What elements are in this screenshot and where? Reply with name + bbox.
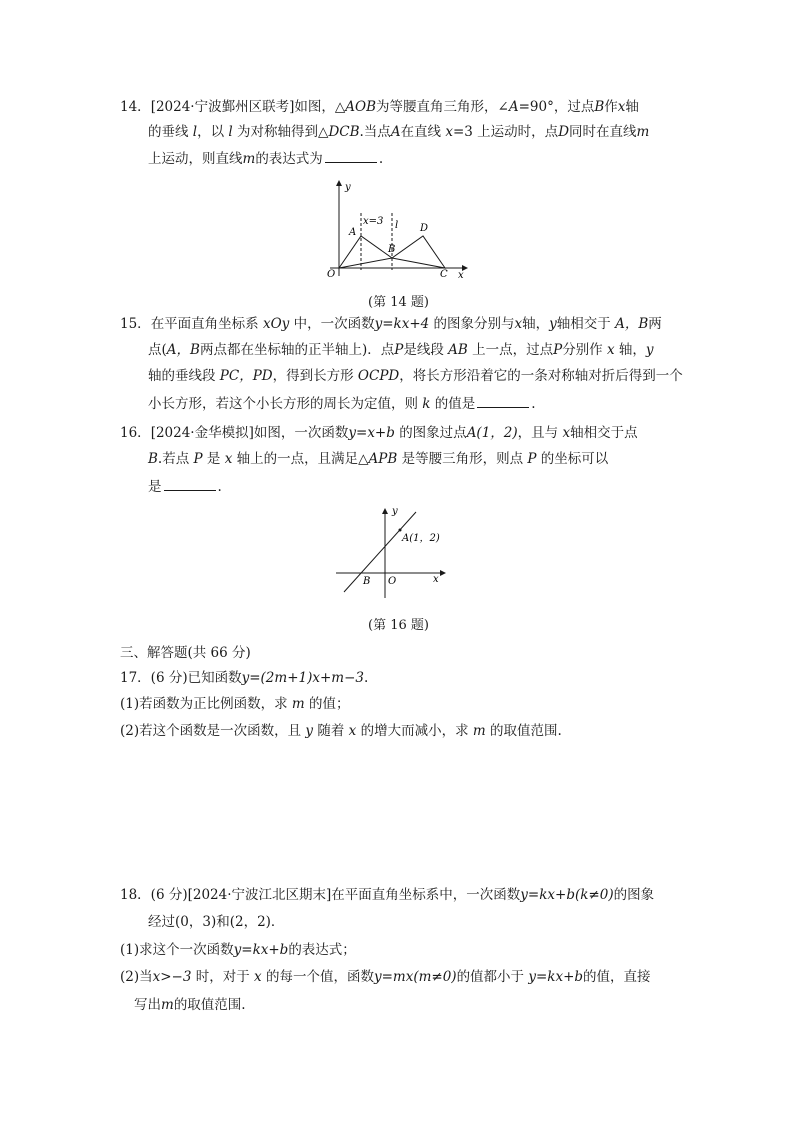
math: P: [527, 451, 537, 467]
q15-line-3: [148, 366, 683, 386]
math: P: [193, 451, 203, 467]
math: y: [549, 316, 557, 332]
question-source: [2024·宁波鄞州区联考]: [150, 99, 295, 115]
q18-part-1: [120, 940, 356, 960]
label-a: A: [349, 227, 357, 238]
answer-blank: [164, 476, 216, 491]
math: m: [291, 696, 305, 712]
math: m: [242, 151, 256, 167]
q17-line-1: [120, 668, 368, 688]
text: .: [363, 670, 369, 686]
math: x: [514, 316, 523, 332]
text: 的增大而减小，求: [360, 723, 469, 739]
text: 是线段: [403, 342, 444, 358]
label-x-3: x=3: [363, 216, 384, 227]
label-d: D: [420, 223, 429, 234]
question-number: 16．: [120, 425, 151, 441]
text: 在直线: [400, 124, 442, 140]
q18-line-2: 经过(0，3)和(2，2)．: [148, 914, 285, 930]
math: l: [228, 124, 233, 140]
label-o: O: [327, 269, 336, 278]
text: 在平面直角坐标系: [150, 316, 259, 332]
text: .: [217, 479, 222, 495]
text: 同时在直线: [569, 124, 637, 140]
text: 轴，: [522, 316, 550, 332]
triangle-dcb: [392, 236, 445, 268]
math: AOB: [345, 99, 377, 115]
q18-line-3: [134, 995, 246, 1015]
text: .当点: [359, 124, 391, 140]
math: x: [348, 723, 357, 739]
math: m: [161, 997, 174, 1013]
text: 中，一次函数: [293, 316, 375, 332]
label-l: l: [395, 220, 399, 231]
text: 是: [206, 451, 221, 467]
text: 为对称轴得到△: [237, 124, 329, 140]
text: 轴的垂线段: [148, 368, 216, 384]
question-source: [2024·金华模拟]: [150, 425, 254, 441]
text: 如图，△: [294, 99, 346, 115]
text: 轴相交于: [556, 316, 611, 332]
label-y: y: [345, 182, 351, 193]
math: y=kx+b: [528, 969, 584, 985]
math: y=(2m+1)x+m−3: [241, 670, 364, 686]
math: D: [558, 124, 570, 140]
math: A，B: [166, 342, 200, 358]
text: .: [531, 396, 536, 412]
text: ，且与: [517, 425, 559, 441]
point-a: [399, 529, 402, 532]
text: 轴，: [618, 342, 646, 358]
label-x: x: [433, 574, 439, 585]
text: =3 上运动时，点: [452, 124, 559, 140]
q14-line-3: [148, 148, 383, 169]
math: y=kx+4: [374, 316, 430, 332]
math: x: [224, 451, 233, 467]
text: ，将长方形沿着它的一条对称轴对折后得到一个: [399, 368, 683, 384]
q15-line-4: [148, 393, 536, 414]
text: 随着: [317, 723, 345, 739]
math: AB: [448, 342, 468, 358]
math: A，B: [615, 316, 649, 332]
text: 两点都在坐标轴的正半轴上)．点: [199, 342, 395, 358]
math: y: [305, 723, 314, 739]
section-heading: 三、解答题(共 66 分): [120, 645, 251, 661]
figure-q16: [334, 504, 454, 600]
math: k: [422, 396, 431, 412]
q15-line-2: [148, 340, 654, 360]
math: OCPD: [357, 368, 400, 384]
math: y: [645, 342, 654, 358]
math: A: [390, 124, 401, 140]
text: 轴相交于点: [570, 425, 638, 441]
math: A: [508, 99, 519, 115]
label-y: y: [392, 506, 398, 517]
question-number: 15．: [120, 316, 151, 332]
q18-line-1: [120, 885, 654, 905]
text: 上一点，过点: [472, 342, 554, 358]
text: .: [378, 151, 384, 167]
text: ，以: [197, 124, 225, 140]
question-number: 14．: [120, 99, 151, 115]
math: B: [148, 451, 158, 467]
text: 的值；: [309, 696, 350, 712]
text: 的图象分别与: [433, 316, 515, 332]
math: x: [445, 124, 453, 140]
math: PC，PD: [219, 368, 273, 384]
text: (2)若这个函数是一次函数，且: [120, 723, 302, 739]
q14-line-1: [120, 97, 639, 117]
math: P: [553, 342, 563, 358]
text: 如图，一次函数: [253, 425, 349, 441]
text: 的垂线: [148, 124, 189, 140]
text: 两: [648, 316, 662, 332]
label-o: O: [388, 576, 397, 587]
q16-line-1: [120, 423, 638, 443]
label-c: C: [440, 269, 448, 278]
text: 是: [148, 479, 162, 495]
text: 的取值范围.: [173, 997, 246, 1013]
math: y=kx+b(k≠0): [520, 887, 614, 903]
text: 轴: [625, 99, 639, 115]
text: 的每一个值，函数: [265, 969, 374, 985]
figure-caption-16: (第 16 题): [368, 618, 429, 633]
answer-blank: [325, 148, 377, 163]
triangle-aob: [339, 236, 392, 268]
q17-part-1: [120, 694, 350, 714]
text: ，得到长方形: [272, 368, 354, 384]
text: 的表达式为: [255, 151, 323, 167]
text: (1)求这个一次函数: [120, 942, 234, 958]
math: A(1，2): [466, 425, 518, 441]
math: x: [562, 425, 571, 441]
y-axis-arrow: [382, 508, 388, 514]
math: m: [636, 124, 650, 140]
text: 是等腰三角形，则点: [401, 451, 524, 467]
label-a: A(1，2): [402, 533, 440, 544]
label-b: B: [363, 576, 371, 587]
text: 分别作: [562, 342, 603, 358]
text: 的表达式；: [288, 942, 356, 958]
math: xOy: [262, 316, 290, 332]
math: x: [617, 99, 626, 115]
text: 的值是: [434, 396, 476, 412]
text: .若点: [157, 451, 190, 467]
text: 的坐标可以: [540, 451, 609, 467]
math: y=mx(m≠0): [373, 969, 457, 985]
text: 的值，直接: [583, 969, 651, 985]
answer-blank: [477, 393, 529, 408]
text: (1)若函数为正比例函数，求: [120, 696, 288, 712]
text: 18．(6 分)[2024·宁波江北区期末]在平面直角坐标系中，一次函数: [120, 887, 521, 903]
math: y=x+b: [348, 425, 395, 441]
math: x: [254, 969, 262, 985]
text: 17．(6 分)已知函数: [120, 670, 242, 686]
label-x: x: [458, 270, 464, 278]
q18-part-2: [120, 967, 651, 987]
math: P: [394, 342, 404, 358]
math: B: [594, 99, 605, 115]
text: 点(: [148, 342, 167, 358]
math: APB: [368, 451, 398, 467]
q17-part-2: [120, 721, 562, 741]
math: m: [472, 723, 486, 739]
math: y=kx+b: [233, 942, 289, 958]
y-axis-arrow: [336, 180, 342, 186]
text: 的图象: [613, 887, 655, 903]
text: 的图象过点: [399, 425, 467, 441]
text: 上运动，则直线: [148, 151, 243, 167]
text: 时，对于: [195, 969, 250, 985]
figure-q14: [322, 178, 472, 278]
math: x: [606, 342, 615, 358]
text: 轴上的一点，且满足△: [236, 451, 369, 467]
math: x>−3: [152, 969, 192, 985]
q16-line-3: [148, 476, 222, 497]
x-axis-arrow: [440, 570, 446, 576]
q15-line-1: [120, 314, 662, 334]
text: (2)当: [120, 969, 153, 985]
math: l: [192, 124, 198, 140]
q16-line-2: [148, 449, 608, 469]
label-b: B: [388, 244, 396, 255]
text: 的值都小于: [456, 969, 525, 985]
math: DCB: [328, 124, 360, 140]
text: 的取值范围.: [489, 723, 562, 739]
text: 作: [604, 99, 618, 115]
text: 小长方形，若这个小长方形的周长为定值，则: [148, 396, 418, 412]
q14-line-2: [148, 122, 649, 142]
figure-caption-14: (第 14 题): [368, 295, 429, 310]
text: =90°，过点: [518, 99, 595, 115]
text: 为等腰直角三角形，∠: [376, 99, 509, 115]
text: 写出: [134, 997, 161, 1013]
line-y-x-b: [344, 512, 416, 592]
